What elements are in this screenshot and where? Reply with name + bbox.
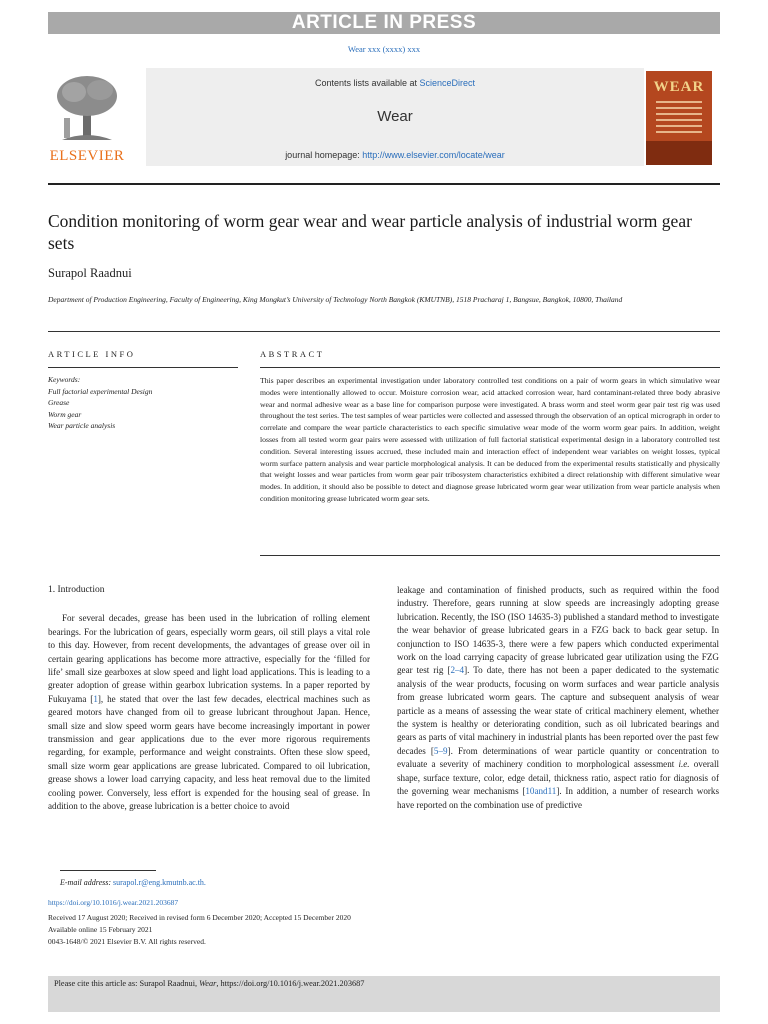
email-link[interactable]: surapol.r@eng.kmutnb.ac.th. xyxy=(113,878,206,887)
contents-label: Contents lists available at xyxy=(314,78,420,88)
intro-paragraph xyxy=(48,612,370,813)
keywords-label: Keywords: xyxy=(48,375,81,384)
intro-text: ]. In addition, a number of research works have reported on the combination use of predictive xyxy=(397,786,719,810)
sciencedirect-link[interactable]: ScienceDirect xyxy=(419,78,476,88)
doi-link[interactable]: https://doi.org/10.1016/j.wear.2021.203687 xyxy=(48,898,179,907)
elsevier-wordmark: ELSEVIER xyxy=(49,148,125,164)
cover-band xyxy=(646,141,712,165)
homepage-link[interactable]: http://www.elsevier.com/locate/wear xyxy=(362,150,505,160)
online-date: Available online 15 February 2021 xyxy=(48,925,153,934)
cover-text-lines xyxy=(656,101,702,139)
email-label: E-mail address: xyxy=(60,878,114,887)
elsevier-tree-icon xyxy=(52,72,122,144)
intro-right-column xyxy=(397,584,719,812)
keyword-item: Full factorial experimental Design xyxy=(48,386,153,396)
journal-header xyxy=(48,68,720,168)
keyword-item: Grease xyxy=(48,398,70,407)
citation-link[interactable]: 10and11 xyxy=(525,786,557,797)
abstract-text: This paper describes an experimental investigation under laboratory controlled test conditions on a pair of worm gears in which simulative wear modes were intentionally allowed to occur. Moisture corrosion wear, acid attacked corrosion wear, hard contaminant-related three body abrasive wear and normal adhesive wear as a base line for comparison purpose were investigated. A brass worm and steel worm gear pair test rig was used throughout the test series. The test samples of wear particles were collected and assessed through the observation of an optical micrograph in order to correlate and compare the wear particle characteristics to each specific simulative wear mode of the worm worm gear pairs. In addition, weight losses from all tested worm gear pairs were assessed with utilization of full factorial statistical experimental design in a laboratory controlled test condition. Several interesting issues accrued, these included main and interaction effect of independent wear variables on weight losses, typical worm surface pattern analysis and wear particle morphological analysis. It can be deduced from the experimental results statistically and physically that weight losses and wear particles from worm gear pair tribosystem characteristics exhibited a direct relationship with different simulative wear modes. In addition, it should also be possible to detect and diagnose grease lubricated worm gear wear utilization from wear particle analysis when condition monitoring grease lubricated worm gear sets. xyxy=(260,376,720,503)
received-dates: Received 17 August 2020; Received in revised form 6 December 2020; Accepted 15 December 2020 xyxy=(48,913,351,922)
citation-link[interactable]: 1 xyxy=(93,693,98,704)
citation-link[interactable]: 2–4 xyxy=(450,665,465,676)
intro-text: ]. To date, there has not been a paper dedicated to the systematic analysis of the wear products, focusing on worm surfaces and wear particle analysis from grease lubricated worm gears. The capture and subsequent analysis of wear particle as a means of assessing the wear state of critical machinery element, whether the system is healthy or deteriorating condition, such as oil lubricated bearings and gears as parts of vital machinery in industrial plants has been reported over the past few decades [ xyxy=(397,665,719,756)
article-history xyxy=(48,912,351,948)
author-affiliation: Department of Production Engineering, Faculty of Engineering, King Mongkut’s University of Technology North Bangkok (KMUTNB), 1518 Pracharaj 1, Bangsue, Bangkok, 10800, Thailand xyxy=(48,295,623,304)
cite-text: Please cite this article as: Surapol Raadnui, xyxy=(54,979,200,988)
intro-text: i.e. xyxy=(678,759,690,770)
intro-text: For several decades, grease has been used in the lubrication of rolling element bearings. For the lubrication of gears, especially worm gears, oil still plays a vital role to this day. However, from recent developments, the advantages of grease over oil in certain gearing applications has become more attractive, especially for the ‘filled for life’ small size gearboxes at slow speed and light load applications. This is leading to a greater adoption of grease within gearbox lubrication systems. In a paper reported by Fukuyama [ xyxy=(48,613,370,704)
citation-link[interactable]: 5–9 xyxy=(433,745,448,756)
elsevier-logo[interactable] xyxy=(48,68,126,166)
affiliation-divider xyxy=(48,331,720,332)
intro-text: ]. From determinations of wear particle quantity or concentration to evaluate a severity of machinery condition to morphological assessment xyxy=(397,745,719,770)
intro-text: leakage and contamination of finished products, such as required within the food industry. Therefore, gears running at slow speeds are increasingly adopting grease lubrication. Recently, the ISO (ISO 14635-3) published a standard method to investigate the wear behavior of grease lubricated gears in a FZG back to back gear setup. In conjunction to ISO 14635-3, there were a few papers which conducted experimental work on the load carrying capacity of grease lubricated gear utilization using the FZG gear test rig [ xyxy=(397,585,719,676)
cite-journal: Wear xyxy=(199,979,217,988)
abstract-bottom-divider xyxy=(260,555,720,556)
homepage-line xyxy=(146,150,644,160)
journal-info-box xyxy=(146,68,644,166)
cover-title: WEAR xyxy=(653,79,705,95)
article-info-heading: ARTICLE INFO xyxy=(48,349,136,359)
intro-text: ], he stated that over the last few decades, electrical machines such as geared motors have changed from oil to grease lubricant throughout Japan. Hence, small size and slow speed worm gears have become increasingly important in power transmission and gear applications due to the ever more rigorous requirements regarding, for example, performance and weight constraints. Often these slow speed, small size worm gear applications are grease lubricated. Compared to oil lubrication, grease shows a lower load carrying capacity, and less heat removal due to the limited cooling power. Conversely, less effort is expended for the housing seal of grease. In addition to the above, grease lubrication is a better choice to avoid xyxy=(48,693,370,812)
keyword-item: Wear particle analysis xyxy=(48,421,116,430)
intro-paragraph-continued xyxy=(397,584,719,812)
cite-doi-link[interactable]: , https://doi.org/10.1016/j.wear.2021.203687 xyxy=(216,979,365,988)
header-divider xyxy=(48,183,720,185)
article-info-divider xyxy=(48,367,238,368)
abstract-heading: ABSTRACT xyxy=(260,349,325,359)
journal-reference-link[interactable]: Wear xxx (xxxx) xxx xyxy=(347,44,421,54)
intro-text: overall shape, surface texture, color, edge detail, thickness ratio, aspect ratio for diagnosis of the governing wear mechanisms [ xyxy=(397,759,719,797)
article-in-press-banner: ARTICLE IN PRESS xyxy=(48,12,720,34)
journal-name: Wear xyxy=(377,108,413,125)
contents-line xyxy=(146,78,644,88)
abstract-divider xyxy=(260,367,720,368)
copyright-notice: 0043-1648/© 2021 Elsevier B.V. All rights reserved. xyxy=(48,937,206,946)
citation-box xyxy=(48,976,720,1012)
introduction-heading: 1. Introduction xyxy=(48,585,105,595)
homepage-label: journal homepage: xyxy=(285,150,363,160)
footnote-divider xyxy=(60,870,156,871)
keywords-block xyxy=(48,374,152,432)
journal-cover-image[interactable] xyxy=(646,71,712,165)
intro-left-column xyxy=(48,584,370,814)
article-title: Condition monitoring of worm gear wear and wear particle analysis of industrial worm gear sets xyxy=(48,211,692,253)
author-email-line xyxy=(60,878,206,887)
author-name[interactable]: Surapol Raadnui xyxy=(48,266,132,280)
keyword-item: Worm gear xyxy=(48,409,82,419)
